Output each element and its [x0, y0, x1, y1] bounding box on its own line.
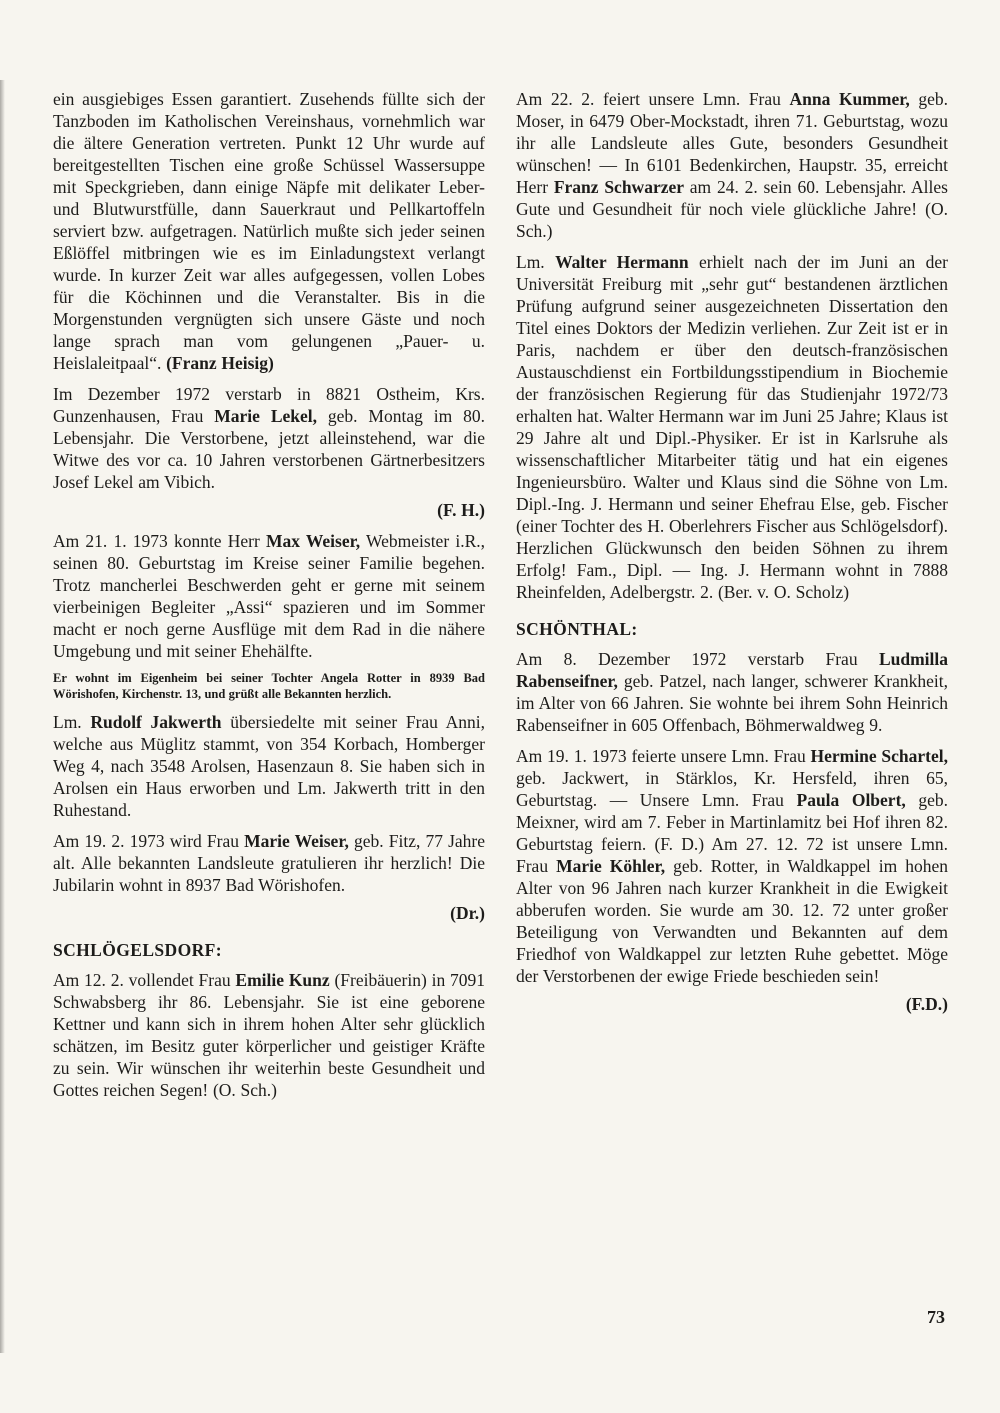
- credit-line: [53, 499, 485, 521]
- text-run: geb. Fitz, 77 Jahre alt. Alle bekannten Landsleute gratulieren ihr herzlich! Die Jubilarin wohnt in 8937 Bad Wörishofen.: [53, 831, 485, 895]
- paragraph: [53, 383, 485, 493]
- emphasized-name: (F.D.): [905, 994, 948, 1014]
- column-left: [53, 88, 485, 1110]
- text-run: ein ausgiebiges Essen garantiert. Zusehends füllte sich der Tanzboden im Katholischen Vereinshaus, vornehmlich war die ältere Generation vertreten. Punkt 12 Uhr wurde auf bereitgestellten Tischen eine große Schüssel Wassersuppe mit Speckgrieben, dann einige Näpfe mit delikater Leber- und Blutwurstfülle, dann Sauerkraut und Pellkartoffeln serviert bzw. aufgetragen. Natürlich mußte sich jeder seinen Eßlöffel mitbringen wie es im Einladungstext verlangt wurde. In kurzer Zeit war alles aufgegessen, vollen Lobes für die Köchinnen und die Veranstalter. Bis in die Morgenstunden vergnügten sich unsere Gäste und noch lange sprach man vom gelungenen „Pauer- u. Heislaleitpaal“.: [53, 89, 485, 373]
- text-run: am 24. 2. sein 60. Lebensjahr. Alles Gute und Gesundheit für noch viele glückliche Jahre! (O. Sch.): [516, 177, 948, 241]
- text-run: übersiedelte mit seiner Frau Anni, welche aus Müglitz stammt, von 354 Korbach, Homberger Weg 4, nach 3548 Arolsen, Hasenzaun 8. Sie haben sich in Arolsen ein Haus erworben und Lm. Jakwerth tritt in den Ruhestand.: [53, 712, 486, 820]
- page-number: 73: [927, 1307, 945, 1327]
- column-right: [516, 88, 948, 1110]
- section-heading: [53, 939, 485, 961]
- paragraph: [516, 745, 948, 987]
- emphasized-name: Ludmilla Rabenseifner,: [516, 649, 948, 691]
- credit-line: [53, 902, 485, 924]
- text-run: geb. Montag im 80. Lebensjahr. Die Verstorbene, jetzt alleinstehend, war die Witwe des vor ca. 10 Jahren verstorbenen Gärtnerbesitzers Josef Lekel am Vibich.: [53, 406, 485, 492]
- text-run: Am 19. 1. 1973 feierte unsere Lmn. Frau: [516, 746, 811, 766]
- paragraph: [53, 711, 485, 821]
- text-run: geb. Jackwert, in Stärklos, Kr. Hersfeld, ihren 65, Geburtstag. — Unsere Lmn. Frau: [516, 768, 948, 810]
- text-run: geb. Moser, in 6479 Ober-Mockstadt, ihren 71. Geburtstag, wozu ihr alle Landsleute alles Gute, besonders Gesundheit wünschen! — In 6101 Bedenkirchen, Haupstr. 35, erreicht Herr: [516, 89, 948, 197]
- paragraph: [53, 530, 485, 662]
- paragraph: [53, 969, 485, 1101]
- emphasized-name: (F. H.): [437, 500, 485, 520]
- emphasized-name: Hermine Schartel,: [810, 746, 948, 766]
- emphasized-name: Franz Schwarzer: [553, 177, 685, 197]
- text-run: Lm.: [53, 712, 91, 732]
- paragraph: [516, 648, 948, 736]
- text-run: Lm.: [516, 252, 556, 272]
- text-run: Webmeister i.R., seinen 80. Geburtstag im Kreise seiner Familie begehen. Trotz mancherlei Beschwerden geht er gerne mit seinem vierbeinigen Begleiter „Assi“ spazieren und im Sommer macht er noch gerne Ausflüge mit dem Rad in die nähere Umgebung und mit seiner Ehehälfte.: [53, 531, 485, 661]
- emphasized-name: Marie Weiser,: [244, 831, 349, 851]
- text-run: Am 22. 2. feiert unsere Lmn. Frau: [516, 89, 790, 109]
- emphasized-name: (Franz Heisig): [166, 353, 274, 373]
- emphasized-name: Walter Hermann: [555, 252, 689, 272]
- section-heading: [516, 618, 948, 640]
- text-run: Am 12. 2. vollendet Frau: [53, 970, 236, 990]
- emphasized-name: Marie Lekel,: [214, 406, 317, 426]
- fine-print: [53, 671, 485, 702]
- paragraph: [53, 88, 485, 374]
- text-run: Am 21. 1. 1973 konnte Herr: [53, 531, 266, 551]
- text-run: (Freibäuerin) in 7091 Schwabsberg ihr 86. Lebensjahr. Sie ist eine geborene Kettner und kann sich in ihrem hohen Alter sehr glücklich schätzen, im Besitz guter körperlicher und geistiger Kräfte zu sein. Wir wünschen ihr weiterhin beste Gesundheit und Gottes reichen Segen! (O. Sch.): [53, 970, 485, 1100]
- emphasized-name: Rudolf Jakwerth: [90, 712, 222, 732]
- text-run: Im Dezember 1972 verstarb in 8821 Ostheim, Krs. Gunzenhausen, Frau: [53, 384, 485, 426]
- paragraph: [516, 251, 948, 603]
- emphasized-name: SCHÖNTHAL:: [516, 619, 638, 639]
- text-run: Er wohnt im Eigenheim bei seiner Tochter Angela Rotter in 8939 Bad Wörishofen, Kirchenstr. 13, und grüßt alle Bekannten herzlich.: [53, 671, 485, 701]
- paragraph: [53, 830, 485, 896]
- credit-line: [516, 993, 948, 1015]
- scan-edge-artifact: [0, 80, 5, 1353]
- emphasized-name: Marie Köhler,: [556, 856, 666, 876]
- page-content: [53, 88, 948, 1110]
- text-run: Am 8. Dezember 1972 verstarb Frau: [516, 649, 879, 669]
- emphasized-name: SCHLÖGELSDORF:: [53, 940, 222, 960]
- emphasized-name: Anna Kummer,: [789, 89, 910, 109]
- paragraph: [516, 88, 948, 242]
- emphasized-name: Emilie Kunz: [235, 970, 330, 990]
- emphasized-name: Paula Olbert,: [796, 790, 906, 810]
- text-run: geb. Patzel, nach langer, schwerer Krankheit, im Alter von 66 Jahren. Sie wohnte bei ihrem Sohn Heinrich Rabenseifner in 605 Offenbach, Böhmerwaldweg 9.: [516, 671, 948, 735]
- emphasized-name: (Dr.): [450, 903, 485, 923]
- text-run: Am 19. 2. 1973 wird Frau: [53, 831, 245, 851]
- text-run: geb. Meixner, wird am 7. Feber in Martinlamitz bei Hof ihren 82. Geburtstag feiern. (F. D.) Am 27. 12. 72 ist unsere Lmn. Frau: [516, 790, 948, 876]
- text-run: erhielt nach der im Juni an der Universität Freiburg mit „sehr gut“ bestandenen ärztlichen Prüfung aufgrund seiner ausgezeichneten Dissertation den Titel eines Doktors der Medizin verliehen. Zur Zeit ist er in Paris, nachdem er über den deutsch-französischen Austauschdienst ein Fortbildungsstipendium in Biochemie der französischen Regierung für das Studienjahr 1972/73 erhalten hat. Walter Hermann war im Juni 25 Jahre; Klaus ist 29 Jahre alt und Dipl.-Physiker. Er ist in Karlsruhe als wissenschaftlicher Mitarbeiter tätig und hat ein eigenes Ingenieursbüro. Walter und Klaus sind die Söhne von Lm. Dipl.-Ing. J. Hermann und seiner Ehefrau Else, geb. Fischer (einer Tochter des H. Oberlehrers Fischer aus Schlögelsdorf). Herzlichen Glückwunsch den beiden Söhnen zu ihrem Erfolg! Fam., Dipl. — Ing. J. Hermann wohnt in 7888 Rheinfelden, Adelbergstr. 2. (Ber. v. O. Scholz): [516, 252, 948, 602]
- text-run: geb. Rotter, in Waldkappel im hohen Alter von 96 Jahren nach kurzer Krankheit in die Ewigkeit abberufen worden. Sie wurde am 30. 12. 72 unter großer Beteiligung von Verwandten und Bekannten auf dem Friedhof von Waldkappel zur letzten Ruhe gebettet. Möge der Verstorbenen der ewige Friede beschieden sein!: [516, 856, 948, 986]
- emphasized-name: Max Weiser,: [266, 531, 361, 551]
